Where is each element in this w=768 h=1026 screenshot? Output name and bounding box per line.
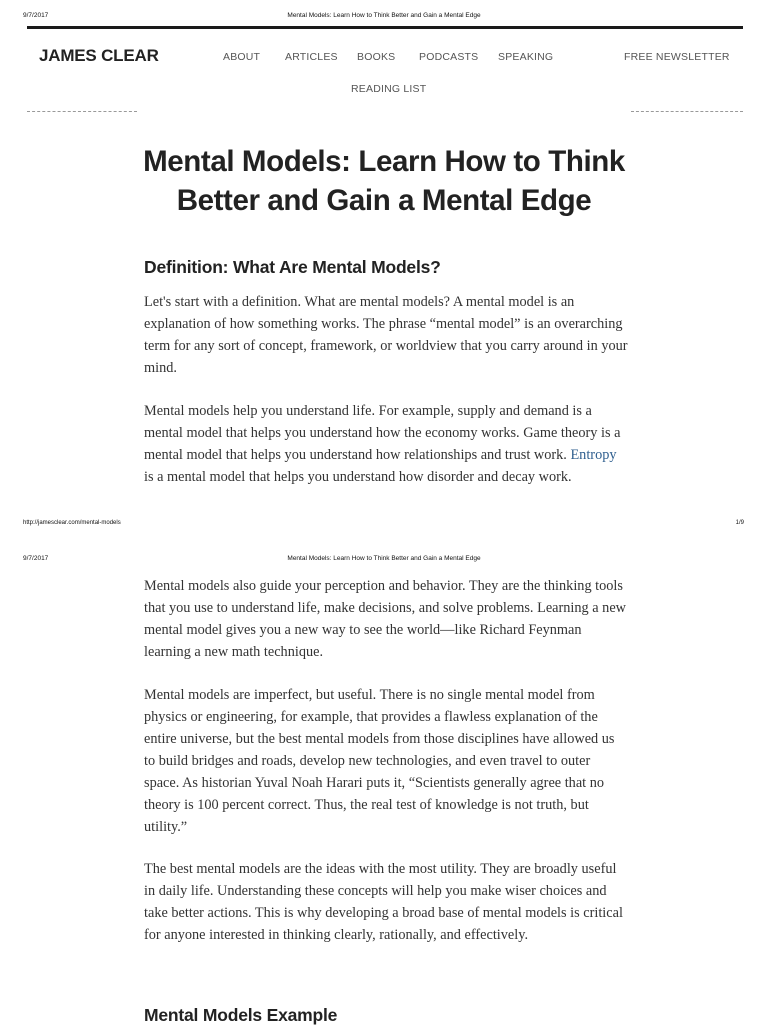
paragraph-2-tail: is a mental model that helps you understand how disorder and decay work. (144, 469, 572, 485)
print-date: 9/7/2017 (23, 12, 49, 19)
nav-about[interactable]: ABOUT (223, 51, 261, 63)
nav-free-newsletter[interactable]: FREE NEWSLETTER (624, 51, 730, 63)
print-page-number: 1/9 (735, 520, 744, 526)
divider-right (631, 111, 743, 112)
print-footer (0, 520, 768, 530)
paragraph-2 (144, 400, 629, 488)
print-date: 9/7/2017 (23, 555, 49, 562)
print-header (0, 12, 768, 26)
paragraph-4: Mental models are imperfect, but useful. There is no single mental model from physics or engineering, for example, that provides a flawless explanation of the entire universe, but the best mental models from those disciplines have allowed us to build bridges and roads, develop new technologies, and even travel to outer space. As historian Yuval Noah Harari puts it, “Scientists generally agree that no theory is 100 percent correct. Thus, the real test of knowledge is not truth, but utility.” (144, 687, 615, 835)
header-rule (27, 26, 743, 29)
entropy-link[interactable]: Entropy (570, 447, 617, 463)
paragraph-3: Mental models also guide your perception and behavior. They are the thinking tools that you use to understand life, make decisions, and solve problems. Learning a new mental model gives you a new way to see the world—like Richard Feynman learning a new math technique. (144, 578, 626, 660)
paragraph-1: Let's start with a definition. What are mental models? A mental model is an explanation of how something works. The phrase “mental model” is an overarching term for any sort of concept, framework, or worldview that you carry around in your mind. (144, 294, 628, 376)
nav-podcasts[interactable]: PODCASTS (419, 51, 479, 63)
print-title: Mental Models: Learn How to Think Better and Gain a Mental Edge (287, 12, 481, 19)
paragraph-2-text: Mental models help you understand life. For example, supply and demand is a mental model that helps you understand how the economy works. Game theory is a mental model that helps you understand how relationships and trust work. (144, 403, 621, 463)
print-url: http://jamesclear.com/mental-models (23, 520, 121, 526)
print-title: Mental Models: Learn How to Think Better and Gain a Mental Edge (287, 555, 481, 562)
article-title: Mental Models: Learn How to Think Better and Gain a Mental Edge (143, 145, 625, 217)
paragraph-5: The best mental models are the ideas with the most utility. They are broadly useful in daily life. Understanding these concepts will help you make wiser choices and take better actions. This is why developing a broad base of mental models is critical for anyone interested in thinking clearly, rationally, and effectively. (144, 861, 623, 943)
print-header-page-2 (0, 555, 768, 569)
divider-left (27, 111, 137, 112)
nav-articles[interactable]: ARTICLES (285, 51, 338, 63)
nav-reading-list[interactable]: READING LIST (351, 83, 427, 95)
nav-books[interactable]: BOOKS (357, 51, 396, 63)
nav-speaking[interactable]: SPEAKING (498, 51, 554, 63)
site-logo[interactable]: JAMES CLEAR (39, 46, 159, 65)
section-heading-example: Mental Models Example (144, 1005, 338, 1025)
section-heading-definition: Definition: What Are Mental Models? (144, 257, 441, 277)
